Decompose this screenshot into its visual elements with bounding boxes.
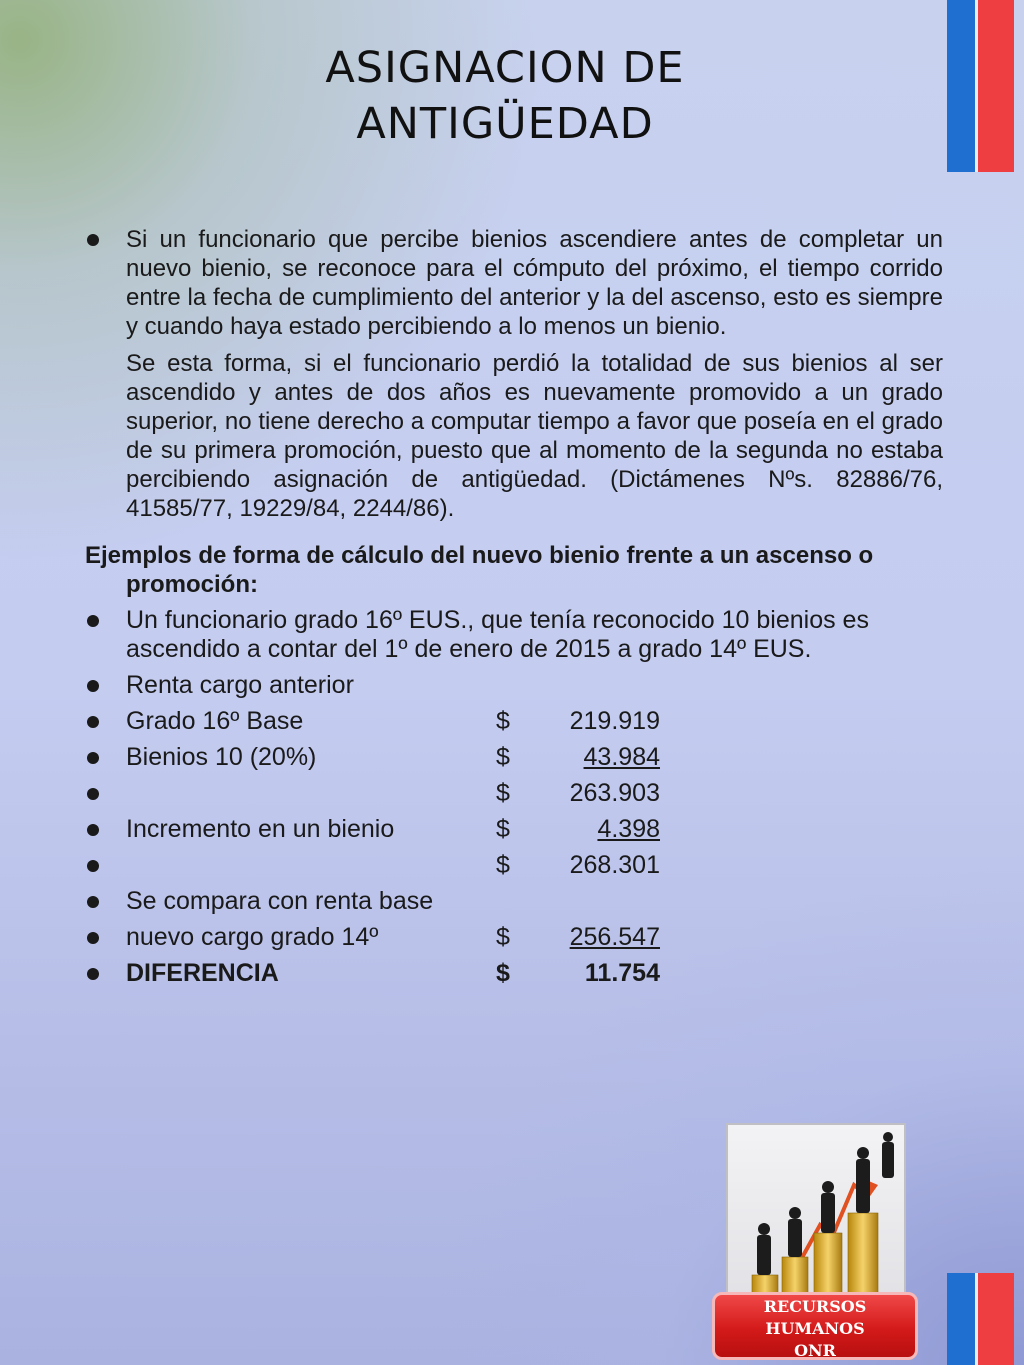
calc-row <box>85 743 943 772</box>
examples-heading: Ejemplos de forma de cálculo del nuevo bienio frente a un ascenso o promoción: <box>85 542 874 598</box>
paragraph-1-text: Si un funcionario que percibe bienios ascendiere antes de completar un nuevo bienio, se reconoce para el cómputo del próximo, el tiempo corrido entre la fecha de cumplimiento del anterior y la del ascenso, esto es siempre y cuando haya estado percibiendo a lo menos un bienio. <box>126 226 943 340</box>
flag-stripes-bottom <box>947 1273 1014 1365</box>
calc-row-label: nuevo cargo grado 14º <box>126 923 379 951</box>
bullet-paragraph-1 <box>85 225 943 341</box>
calc-row-currency: $ <box>496 851 510 879</box>
bullet-icon <box>87 896 99 908</box>
bullet-icon <box>87 968 99 980</box>
title-line-2: ANTIGÜEDAD <box>356 99 654 149</box>
calc-row-amount: 43.984 <box>583 743 660 771</box>
calc-row-currency: $ <box>496 707 510 735</box>
bullet-icon <box>87 788 99 800</box>
calc-row-label: Se compara con renta base <box>126 887 434 915</box>
paragraph-2-text: Se esta forma, si el funcionario perdió la totalidad de sus bienios al ser ascendido y antes de dos años es nuevamente promovido a un grado superior, no tiene derecho a computar tiempo a favor que poseía en el grado de su primera promoción, puesto que al momento de la segunda no estaba percibiendo asignación de antigüedad. (Dictámenes Nºs. 82886/76, 41585/77, 19229/84, 2244/86). <box>126 350 943 522</box>
calc-row-amount: 268.301 <box>569 851 660 879</box>
calc-row <box>85 671 943 700</box>
calc-row <box>85 851 943 880</box>
calc-row-amount: 256.547 <box>569 923 660 951</box>
logo-line-1: RECURSOS <box>763 1297 867 1316</box>
calc-row-currency: $ <box>496 743 510 771</box>
bullet-icon <box>87 824 99 836</box>
bullet-icon <box>87 860 99 872</box>
title-line-1: ASIGNACION DE <box>325 43 685 93</box>
calc-row-currency: $ <box>496 779 510 807</box>
calc-row-currency: $ <box>496 959 510 987</box>
example-intro-text: Un funcionario grado 16º EUS., que tenía reconocido 10 bienios es ascendido a contar del 1º de enero de 2015 a grado 14º EUS. <box>126 606 869 663</box>
calc-row-currency: $ <box>496 815 510 843</box>
bullet-icon <box>87 716 99 728</box>
bullet-icon <box>87 615 99 627</box>
logo-line-2: HUMANOS <box>765 1319 865 1338</box>
bullet-icon <box>87 234 99 246</box>
calc-row-amount: 263.903 <box>569 779 660 807</box>
calc-row <box>85 779 943 808</box>
slide-content <box>85 225 943 988</box>
calc-row-label: Grado 16º Base <box>126 707 304 735</box>
calc-row-label: DIFERENCIA <box>126 959 279 987</box>
example-intro <box>85 606 943 664</box>
growth-coins-illustration <box>726 1123 906 1298</box>
calc-row-amount: 11.754 <box>584 959 660 987</box>
calc-row <box>85 815 943 844</box>
bullet-icon <box>87 680 99 692</box>
calc-row-label: Incremento en un bienio <box>126 815 395 843</box>
calc-row-currency: $ <box>496 923 510 951</box>
calc-row <box>85 707 943 736</box>
logo-line-3: ONR <box>794 1341 836 1360</box>
calc-row-total <box>85 959 943 988</box>
calc-row-amount: 4.398 <box>597 815 660 843</box>
calc-row <box>85 887 943 916</box>
calc-row-amount: 219.919 <box>569 707 660 735</box>
recursos-humanos-logo <box>712 1292 918 1360</box>
calc-row-label: Renta cargo anterior <box>126 671 354 699</box>
bullet-icon <box>87 752 99 764</box>
calc-row-label: Bienios 10 (20%) <box>126 743 317 771</box>
slide-title <box>0 40 1010 152</box>
bullet-icon <box>87 932 99 944</box>
coins-people-icon <box>728 1125 904 1296</box>
calc-row <box>85 923 943 952</box>
